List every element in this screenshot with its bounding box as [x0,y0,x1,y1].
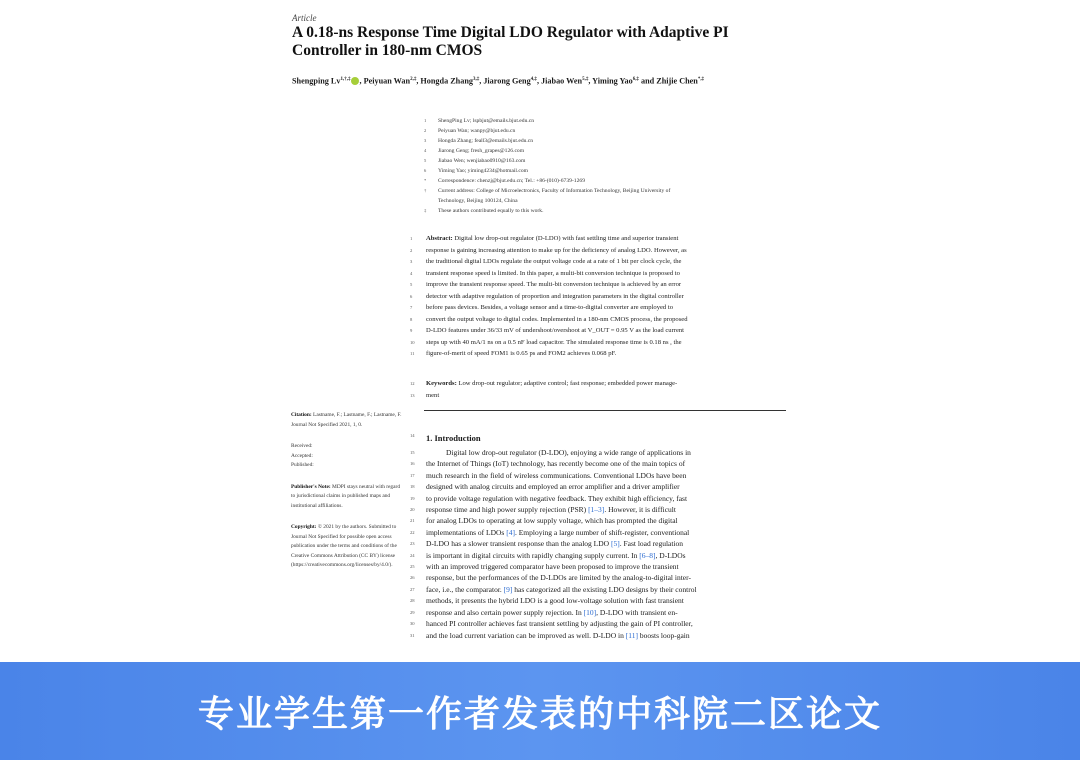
line-number: 13 [410,392,415,398]
intro-line-text: response, but the performances of the D-LDOs are limited by the analog-to-digital inter- [426,573,691,583]
affiliations [424,116,784,216]
affiliation-text: Yiming Yao; yiming4234@hotmail.com [438,168,528,174]
citation-link[interactable]: [6–8] [639,550,656,560]
intro-line [410,607,786,618]
keywords-line [410,390,786,402]
abstract-text: the traditional digital LDOs regulate the output voltage code at a rate of 1 bit per clock cycle, the [426,258,682,265]
affiliation-marker: † [424,188,427,193]
line-number: 27 [410,586,415,592]
abstract-line-text [426,233,678,245]
line-number: 22 [410,529,415,535]
received-label: Received: [291,443,313,449]
intro-line-text: face, i.e., the comparator. [9] has categorized all the existing LDO designs by their control [426,584,697,594]
line-number: 9 [410,328,413,333]
intro-line-text: Digital low drop-out regulator (D-LDO), enjoying a wide range of applications in [446,448,691,457]
line-number: 18 [410,484,415,490]
intro-line-text: methods, it presents the hybrid LDO is a good low-voltage solution with fast transient [426,596,684,606]
affiliation-text: Hongda Zhang; feall3@emails.bjut.edu.cn [438,138,534,144]
line-number: 24 [410,552,415,558]
intro-line [410,561,786,572]
abstract-line [410,268,786,280]
abstract [410,233,786,360]
line-number: 5 [410,282,413,287]
affiliation-item [424,186,784,196]
intro-line [410,630,786,641]
abstract-text: transient response speed is limited. In this paper, a multi-bit conversion technique is proposed to [426,269,680,277]
line-number: 26 [410,575,415,581]
citation-link[interactable]: [11] [625,630,638,640]
affiliation-marker [424,196,438,206]
intro-line [410,550,786,561]
affiliation-text: Jiabao Wen; wenjiabao0910@163.com [438,158,526,164]
affiliation-marker: 2 [424,128,427,133]
intro-line-text: designed with analog circuits and employed an error amplifier and a driver amplifier [426,482,680,492]
keywords-text: ment [426,391,440,399]
abstract-text: D-LDO features under 36/33 mV of undershoot/overshoot at V_OUT = 0.95 V as the load current [426,327,685,334]
affiliation-marker: 6 [424,168,427,173]
citation-block [291,411,403,430]
publisher-note [291,483,403,512]
affiliation-text: Correspondence: chenzj@bjut.edu.cn; Tel.: +86-(010)-6739-1269 [438,178,585,184]
intro-line-text: is important in digital circuits with rapidly changing supply current. In [6–8], D-LDOs [426,550,686,560]
author-affil-mark: 5,‡ [582,77,589,82]
line-number: 23 [410,541,415,547]
affiliation-text: These authors contributed equally to this work. [438,208,544,214]
line-number: 8 [410,316,413,322]
line-number: 3 [410,259,413,264]
article-info-sidebar [291,411,403,583]
line-number: 20 [410,507,415,513]
line-number: 12 [410,381,415,386]
introduction-heading [410,433,481,443]
author-affil-mark: 6,‡ [632,77,639,82]
abstract-label: Abstract: [426,235,453,242]
abstract-line [410,291,786,303]
affiliation-marker: ‡ [424,208,427,213]
citation-link[interactable]: [1–3] [588,505,605,515]
author-affil-mark: 4,‡ [530,77,537,82]
section-divider [424,410,786,411]
line-number: 31 [410,632,415,638]
keywords-label: Keywords: [426,380,457,387]
citation-text: Lastname, F.; Lastname, F.; Lastname, F. Journal Not Specified 2021, 1, 0. [291,412,402,428]
abstract-text: improve the transient response speed. The multi-bit conversion technique is achieved by an error [426,281,682,288]
intro-line-text: response time and high power supply rejection (PSR) [1–3]. However, it is difficult [426,505,676,515]
intro-line-text: much research in the field of wireless communications. Conventional LDOs have been [426,470,687,480]
abstract-text: Digital low drop-out regulator (D-LDO) with fast settling time and superior transient [454,235,679,242]
keywords-line-text [426,390,439,402]
line-number: 30 [410,621,415,627]
abstract-line [410,245,786,257]
line-number: 19 [410,495,415,501]
line-number: 11 [410,351,415,356]
intro-line [410,572,786,583]
intro-line-text: with an improved triggered comparator have been proposed to improve the transient [426,562,679,572]
intro-line [410,493,786,504]
author-name: and Zhijie Chen [638,76,698,86]
line-number: 29 [410,609,415,615]
affiliation-marker: 5 [424,158,427,163]
accepted-label: Accepted: [291,452,313,459]
affiliation-marker: 1 [424,118,427,123]
abstract-line-text [426,245,687,257]
abstract-line [410,256,786,268]
author-name: , Hongda Zhang [416,76,473,86]
intro-line [410,470,786,481]
publisher-note-text: MDPI stays neutral with regard to jurisdictional claims in published maps and institutional affiliations. [291,483,401,509]
publisher-note-label: Publisher's Note: [291,483,331,490]
line-number: 17 [410,472,415,478]
abstract-line [410,348,786,360]
affiliation-item [424,196,784,206]
abstract-line [410,279,786,291]
intro-line-text: hanced PI controller achieves fast transient settling by adjusting the gain of PI controller, [426,619,693,629]
abstract-line-text [426,314,688,326]
line-number: 4 [410,270,413,276]
intro-line [410,538,786,549]
affiliation-text: ShengPing Lv; lspbjut@emails.bjut.edu.cn [438,118,535,124]
keywords [410,378,786,401]
paper-title: A 0.18-ns Response Time Digital LDO Regulator with Adaptive PI Controller in 180-nm CMOS [292,24,729,59]
citation-link[interactable]: [5] [610,539,620,549]
intro-line [410,618,786,629]
intro-line-text: response and also certain power supply rejection. In [10], D-LDO with transient en- [426,607,678,617]
abstract-line-text [426,268,680,280]
abstract-text: detector with adaptive regulation of proportion and integration parameters in the digital controller [426,292,684,300]
section-title: 1. Introduction [426,433,481,443]
intro-line-text: D-LDO has a slower transient response than the analog LDO [5]. Fast load regulation [426,539,684,549]
affiliation-text: Jiarong Geng; fresh_grapes@126.com [438,148,525,154]
line-number: 15 [410,450,415,455]
affiliation-marker: 4 [424,148,427,153]
keywords-line [410,378,786,390]
intro-line [410,515,786,526]
copyright-label: Copyright: [291,524,317,530]
intro-line [410,481,786,492]
author-affil-mark: 2,‡ [410,77,417,82]
caption-banner [0,662,1080,760]
affiliation-item [424,156,784,166]
abstract-line-text [426,348,616,360]
published-label: Published: [291,462,314,468]
line-number: 14 [410,433,415,438]
author-affil-mark: 3,‡ [472,77,480,82]
affiliation-item [424,176,784,186]
line-number: 21 [410,518,415,524]
introduction-body [410,447,786,641]
intro-line [410,595,786,606]
affiliation-item [424,126,784,136]
abstract-line-text [426,325,684,337]
intro-line-text: and the load current variation can be improved as well. D-LDO in [11] boosts loop-gain [426,630,690,640]
banner-caption: 专业学生第一作者发表的中科院二区论文 [197,693,882,735]
author-name: , Yiming Yao [588,76,633,86]
abstract-line [410,302,786,314]
affiliation-marker: * [424,178,427,183]
line-number: 6 [410,293,413,299]
intro-line [410,584,786,595]
citation-link[interactable]: [9] [503,584,513,594]
affiliation-marker: 3 [424,138,427,143]
keywords-line-text [426,378,677,390]
line-number: 1 [410,236,413,241]
citation-link[interactable]: [10] [583,607,597,617]
author-name: , Jiabao Wen [536,76,583,86]
intro-line [410,527,786,538]
abstract-line [410,337,786,349]
abstract-text: response is gaining increasing attention to make up for the deficiency of analog LDO. However, as [426,246,687,254]
dates-block [291,442,403,471]
abstract-line [410,233,786,245]
abstract-line-text [426,337,682,349]
abstract-text: before pass devices. Besides, a voltage sensor and a time-to-digital converter are employed to [426,304,673,311]
line-number: 10 [410,339,415,345]
abstract-line-text [426,291,684,303]
abstract-text: figure-of-merit of speed FOM1 is 0.65 ps and FOM2 achieves 0.068 pF. [426,350,617,357]
abstract-line [410,325,786,337]
affiliation-item [424,136,784,146]
intro-line-text: to provide voltage regulation with negative feedback. They exhibit high efficiency, fast [426,493,688,503]
author-name: , Jiarong Geng [479,76,531,86]
abstract-text: convert the output voltage to digital codes. Implemented in a 180-nm CMOS process, the proposed [426,315,688,323]
abstract-line [410,314,786,326]
citation-label: Citation: [291,412,312,418]
affiliation-item [424,116,784,126]
line-number: 25 [410,564,415,570]
intro-line [410,504,786,515]
article-type: Article [292,13,317,23]
author-affil-mark: *,‡ [697,77,705,82]
abstract-line-text [426,256,681,268]
line-number: 7 [410,305,413,310]
author-affil-mark: 1,†,‡ [340,77,351,82]
abstract-line-text [426,279,681,291]
affiliation-item [424,166,784,176]
abstract-line-text [426,302,673,314]
affiliation-text: Technology, Beijing 100124, China [438,198,518,204]
author-name: , Peiyuan Wan [359,76,411,86]
affiliation-item [424,146,784,156]
keywords-text: Low drop-out regulator; adaptive control; fast response; embedded power manage- [458,380,678,387]
author-name: Shengping Lv [292,76,341,86]
line-number: 16 [410,461,415,467]
affiliation-text: Current address: College of Microelectronics, Faculty of Information Technology, Beijing University of [438,188,671,194]
line-number: 28 [410,598,415,604]
abstract-text: steps up with 40 mA/1 ns on a 0.5 nF load capacitor. The simulated response time is 0.18 ns , the [426,338,682,346]
author-list [292,74,782,87]
intro-line [410,447,786,458]
copyright-text: © 2021 by the authors. Submitted to Journal Not Specified for possible open access publication under the terms and conditions of the Creative Commons Attribution (CC BY) license (https://creativecommons.org/licenses/by/4.0/). [291,524,397,568]
intro-line-text: for analog LDOs to operating at low supply voltage, which has prompted the digital [426,516,678,526]
citation-link[interactable]: [4] [506,527,515,537]
line-number: 2 [410,247,413,253]
affiliation-text: Peiyuan Wan; wanpy@bjut.edu.cn [438,128,516,134]
affiliation-item [424,206,784,216]
intro-line [410,458,786,469]
copyright-block [291,523,403,571]
intro-line-text: the Internet of Things (IoT) technology, has recently become one of the main topics of [426,459,686,469]
intro-line-text: implementations of LDOs [4]. Employing a large number of shift-register, conventional [426,527,690,537]
